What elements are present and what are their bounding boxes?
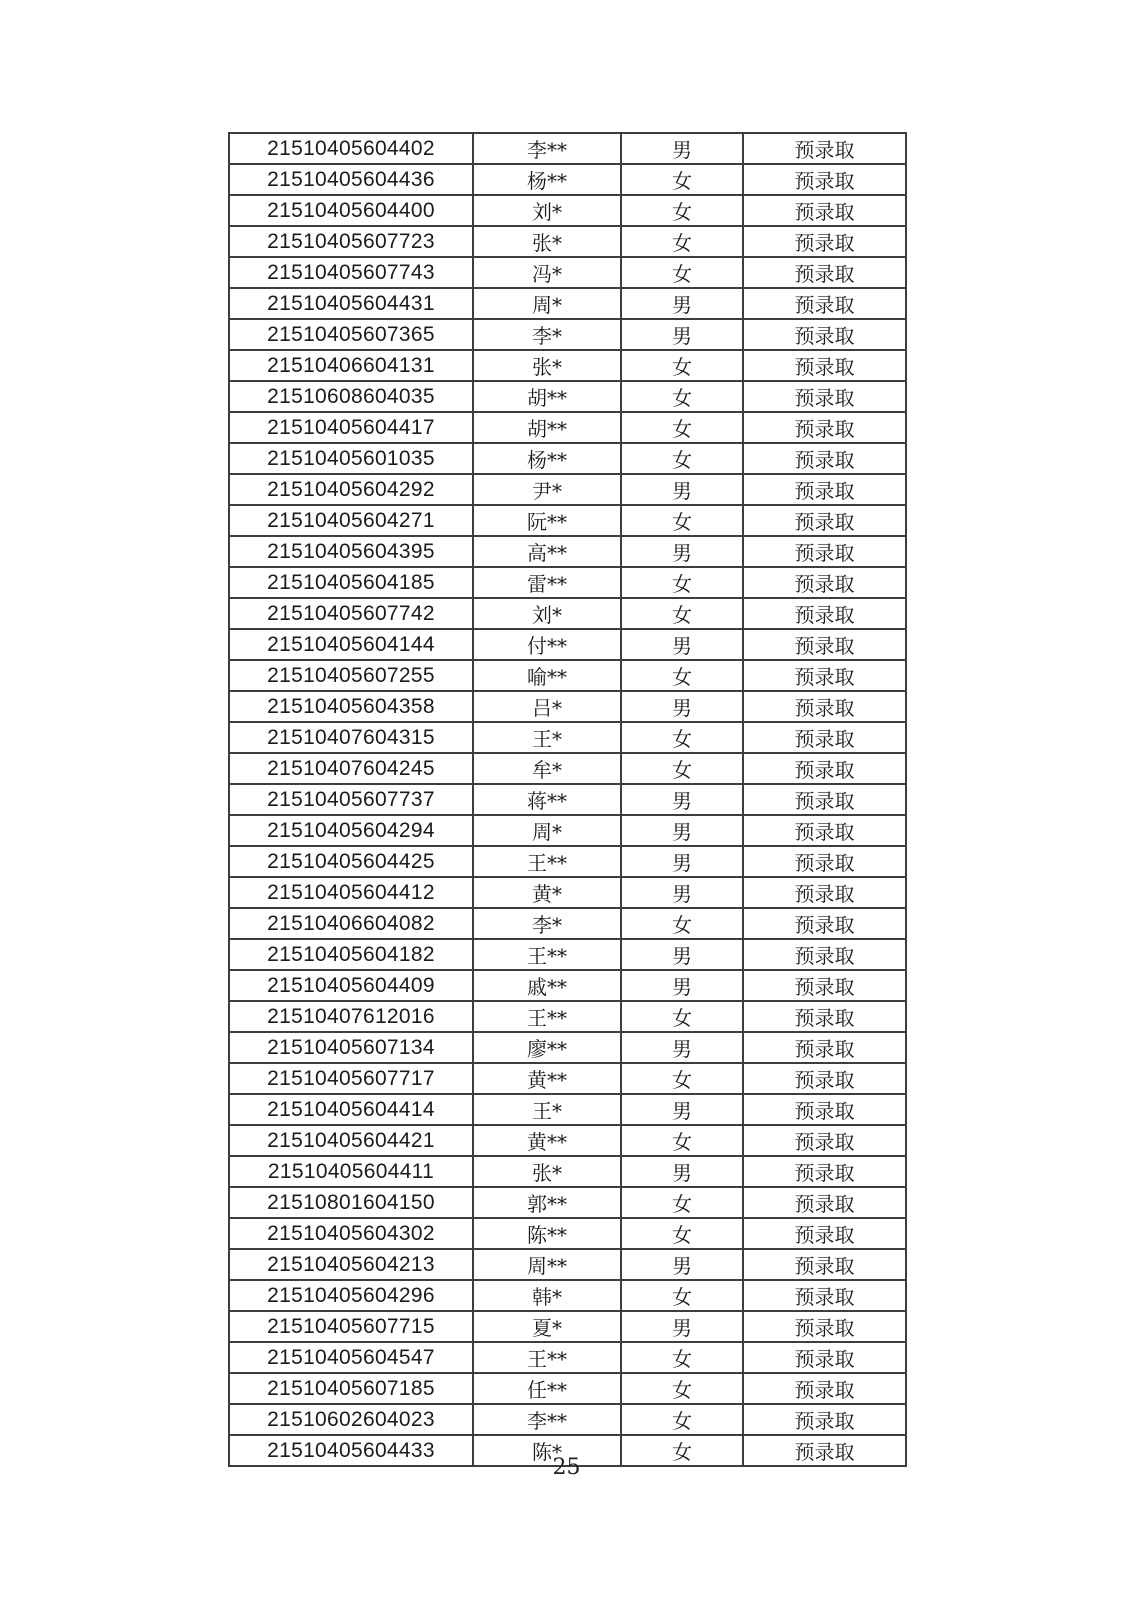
status-cell: 预录取 — [743, 629, 906, 660]
table-row — [229, 350, 906, 381]
status-cell: 预录取 — [743, 1311, 906, 1342]
status-cell: 预录取 — [743, 1342, 906, 1373]
status-cell: 预录取 — [743, 195, 906, 226]
exam-id-cell: 21510405604296 — [229, 1280, 473, 1311]
exam-id-cell: 21510407612016 — [229, 1001, 473, 1032]
exam-id-cell: 21510405604436 — [229, 164, 473, 195]
status-cell: 预录取 — [743, 908, 906, 939]
table-row — [229, 846, 906, 877]
name-cell: 任** — [473, 1373, 621, 1404]
name-cell: 陈** — [473, 1218, 621, 1249]
status-cell: 预录取 — [743, 877, 906, 908]
gender-cell: 女 — [621, 598, 743, 629]
exam-id-cell: 21510405604412 — [229, 877, 473, 908]
gender-cell: 女 — [621, 412, 743, 443]
status-cell: 预录取 — [743, 226, 906, 257]
exam-id-cell: 21510405607743 — [229, 257, 473, 288]
status-cell: 预录取 — [743, 412, 906, 443]
table-row — [229, 133, 906, 164]
exam-id-cell: 21510405604185 — [229, 567, 473, 598]
name-cell: 张* — [473, 1156, 621, 1187]
name-cell: 夏* — [473, 1311, 621, 1342]
gender-cell: 女 — [621, 1404, 743, 1435]
exam-id-cell: 21510406604082 — [229, 908, 473, 939]
gender-cell: 男 — [621, 319, 743, 350]
table-row — [229, 1156, 906, 1187]
name-cell: 刘* — [473, 195, 621, 226]
gender-cell: 男 — [621, 1156, 743, 1187]
status-cell: 预录取 — [743, 381, 906, 412]
exam-id-cell: 21510405604431 — [229, 288, 473, 319]
name-cell: 李** — [473, 1404, 621, 1435]
gender-cell: 男 — [621, 877, 743, 908]
status-cell: 预录取 — [743, 1094, 906, 1125]
table-row — [229, 412, 906, 443]
status-cell: 预录取 — [743, 319, 906, 350]
name-cell: 陈* — [473, 1435, 621, 1466]
name-cell: 黄** — [473, 1125, 621, 1156]
exam-id-cell: 21510405604302 — [229, 1218, 473, 1249]
exam-id-cell: 21510405604417 — [229, 412, 473, 443]
table-row — [229, 1094, 906, 1125]
exam-id-cell: 21510405607185 — [229, 1373, 473, 1404]
status-cell: 预录取 — [743, 1156, 906, 1187]
status-cell: 预录取 — [743, 784, 906, 815]
exam-id-cell: 21510405604294 — [229, 815, 473, 846]
gender-cell: 男 — [621, 1249, 743, 1280]
table-row — [229, 1125, 906, 1156]
exam-id-cell: 21510405604400 — [229, 195, 473, 226]
gender-cell: 女 — [621, 195, 743, 226]
gender-cell: 男 — [621, 939, 743, 970]
gender-cell: 女 — [621, 1187, 743, 1218]
table-row — [229, 226, 906, 257]
gender-cell: 女 — [621, 350, 743, 381]
exam-id-cell: 21510405607255 — [229, 660, 473, 691]
table-row — [229, 1280, 906, 1311]
gender-cell: 女 — [621, 753, 743, 784]
status-cell: 预录取 — [743, 1032, 906, 1063]
exam-id-cell: 21510405604409 — [229, 970, 473, 1001]
gender-cell: 女 — [621, 257, 743, 288]
table-row — [229, 257, 906, 288]
exam-id-cell: 21510405604433 — [229, 1435, 473, 1466]
exam-id-cell: 21510405604421 — [229, 1125, 473, 1156]
table-row — [229, 1311, 906, 1342]
status-cell: 预录取 — [743, 1063, 906, 1094]
table-row — [229, 1063, 906, 1094]
name-cell: 王** — [473, 939, 621, 970]
gender-cell: 女 — [621, 505, 743, 536]
name-cell: 李** — [473, 133, 621, 164]
exam-id-cell: 21510405607723 — [229, 226, 473, 257]
exam-id-cell: 21510405604547 — [229, 1342, 473, 1373]
gender-cell: 女 — [621, 381, 743, 412]
exam-id-cell: 21510407604315 — [229, 722, 473, 753]
gender-cell: 男 — [621, 1311, 743, 1342]
gender-cell: 女 — [621, 1218, 743, 1249]
gender-cell: 男 — [621, 474, 743, 505]
name-cell: 喻** — [473, 660, 621, 691]
table-row — [229, 1001, 906, 1032]
gender-cell: 女 — [621, 660, 743, 691]
exam-id-cell: 21510405607715 — [229, 1311, 473, 1342]
status-cell: 预录取 — [743, 505, 906, 536]
exam-id-cell: 21510407604245 — [229, 753, 473, 784]
name-cell: 王** — [473, 1342, 621, 1373]
status-cell: 预录取 — [743, 1187, 906, 1218]
gender-cell: 女 — [621, 1342, 743, 1373]
admission-roster-body — [229, 133, 906, 1466]
status-cell: 预录取 — [743, 753, 906, 784]
table-row — [229, 443, 906, 474]
name-cell: 付** — [473, 629, 621, 660]
status-cell: 预录取 — [743, 567, 906, 598]
gender-cell: 男 — [621, 970, 743, 1001]
status-cell: 预录取 — [743, 939, 906, 970]
gender-cell: 男 — [621, 288, 743, 319]
status-cell: 预录取 — [743, 1280, 906, 1311]
exam-id-cell: 21510405604144 — [229, 629, 473, 660]
name-cell: 戚** — [473, 970, 621, 1001]
exam-id-cell: 21510405607717 — [229, 1063, 473, 1094]
name-cell: 周* — [473, 815, 621, 846]
gender-cell: 女 — [621, 1280, 743, 1311]
gender-cell: 男 — [621, 815, 743, 846]
table-row — [229, 567, 906, 598]
name-cell: 刘* — [473, 598, 621, 629]
status-cell: 预录取 — [743, 1249, 906, 1280]
table-row — [229, 536, 906, 567]
status-cell: 预录取 — [743, 1435, 906, 1466]
exam-id-cell: 21510405607737 — [229, 784, 473, 815]
name-cell: 张* — [473, 226, 621, 257]
gender-cell: 女 — [621, 722, 743, 753]
table-row — [229, 908, 906, 939]
gender-cell: 女 — [621, 226, 743, 257]
exam-id-cell: 21510406604131 — [229, 350, 473, 381]
table-row — [229, 970, 906, 1001]
exam-id-cell: 21510405607742 — [229, 598, 473, 629]
table-row — [229, 815, 906, 846]
gender-cell: 女 — [621, 443, 743, 474]
table-row — [229, 598, 906, 629]
name-cell: 蒋** — [473, 784, 621, 815]
name-cell: 周* — [473, 288, 621, 319]
admission-roster-table — [228, 132, 907, 1467]
gender-cell: 男 — [621, 1094, 743, 1125]
status-cell: 预录取 — [743, 1001, 906, 1032]
table-row — [229, 784, 906, 815]
name-cell: 周** — [473, 1249, 621, 1280]
status-cell: 预录取 — [743, 443, 906, 474]
status-cell: 预录取 — [743, 691, 906, 722]
name-cell: 冯* — [473, 257, 621, 288]
table-row — [229, 1373, 906, 1404]
table-row — [229, 505, 906, 536]
status-cell: 预录取 — [743, 350, 906, 381]
name-cell: 黄** — [473, 1063, 621, 1094]
exam-id-cell: 21510405601035 — [229, 443, 473, 474]
exam-id-cell: 21510405604395 — [229, 536, 473, 567]
exam-id-cell: 21510405604411 — [229, 1156, 473, 1187]
name-cell: 王* — [473, 722, 621, 753]
table-row — [229, 753, 906, 784]
status-cell: 预录取 — [743, 1125, 906, 1156]
gender-cell: 男 — [621, 691, 743, 722]
table-row — [229, 1032, 906, 1063]
name-cell: 杨** — [473, 164, 621, 195]
table-row — [229, 1187, 906, 1218]
name-cell: 韩* — [473, 1280, 621, 1311]
name-cell: 雷** — [473, 567, 621, 598]
exam-id-cell: 21510405604182 — [229, 939, 473, 970]
name-cell: 郭** — [473, 1187, 621, 1218]
name-cell: 胡** — [473, 381, 621, 412]
status-cell: 预录取 — [743, 1373, 906, 1404]
name-cell: 王** — [473, 1001, 621, 1032]
gender-cell: 女 — [621, 908, 743, 939]
name-cell: 黄* — [473, 877, 621, 908]
table-row — [229, 288, 906, 319]
name-cell: 李* — [473, 908, 621, 939]
status-cell: 预录取 — [743, 970, 906, 1001]
gender-cell: 男 — [621, 536, 743, 567]
exam-id-cell: 21510602604023 — [229, 1404, 473, 1435]
status-cell: 预录取 — [743, 257, 906, 288]
status-cell: 预录取 — [743, 598, 906, 629]
status-cell: 预录取 — [743, 474, 906, 505]
status-cell: 预录取 — [743, 133, 906, 164]
exam-id-cell: 21510405604358 — [229, 691, 473, 722]
table-row — [229, 195, 906, 226]
name-cell: 王** — [473, 846, 621, 877]
gender-cell: 女 — [621, 1373, 743, 1404]
table-row — [229, 319, 906, 350]
table-row — [229, 1218, 906, 1249]
exam-id-cell: 21510405604213 — [229, 1249, 473, 1280]
gender-cell: 女 — [621, 1125, 743, 1156]
gender-cell: 女 — [621, 1435, 743, 1466]
table-row — [229, 474, 906, 505]
status-cell: 预录取 — [743, 536, 906, 567]
exam-id-cell: 21510405604414 — [229, 1094, 473, 1125]
gender-cell: 男 — [621, 1032, 743, 1063]
gender-cell: 女 — [621, 1063, 743, 1094]
exam-id-cell: 21510405607134 — [229, 1032, 473, 1063]
name-cell: 阮** — [473, 505, 621, 536]
gender-cell: 男 — [621, 629, 743, 660]
table-row — [229, 164, 906, 195]
name-cell: 杨** — [473, 443, 621, 474]
status-cell: 预录取 — [743, 722, 906, 753]
status-cell: 预录取 — [743, 164, 906, 195]
gender-cell: 女 — [621, 567, 743, 598]
table-row — [229, 1249, 906, 1280]
status-cell: 预录取 — [743, 288, 906, 319]
table-row — [229, 381, 906, 412]
exam-id-cell: 21510405604402 — [229, 133, 473, 164]
name-cell: 廖** — [473, 1032, 621, 1063]
table-row — [229, 1342, 906, 1373]
name-cell: 高** — [473, 536, 621, 567]
exam-id-cell: 21510608604035 — [229, 381, 473, 412]
table-row — [229, 660, 906, 691]
exam-id-cell: 21510405604425 — [229, 846, 473, 877]
status-cell: 预录取 — [743, 1218, 906, 1249]
gender-cell: 男 — [621, 846, 743, 877]
name-cell: 吕* — [473, 691, 621, 722]
status-cell: 预录取 — [743, 1404, 906, 1435]
gender-cell: 男 — [621, 133, 743, 164]
table-row — [229, 722, 906, 753]
exam-id-cell: 21510405607365 — [229, 319, 473, 350]
gender-cell: 男 — [621, 784, 743, 815]
gender-cell: 女 — [621, 164, 743, 195]
table-row — [229, 877, 906, 908]
name-cell: 张* — [473, 350, 621, 381]
table-row — [229, 691, 906, 722]
name-cell: 王* — [473, 1094, 621, 1125]
exam-id-cell: 21510405604271 — [229, 505, 473, 536]
exam-id-cell: 21510801604150 — [229, 1187, 473, 1218]
table-row — [229, 939, 906, 970]
gender-cell: 女 — [621, 1001, 743, 1032]
name-cell: 胡** — [473, 412, 621, 443]
table-row — [229, 1404, 906, 1435]
status-cell: 预录取 — [743, 815, 906, 846]
page-number: 25 — [552, 1455, 581, 1480]
name-cell: 尹* — [473, 474, 621, 505]
exam-id-cell: 21510405604292 — [229, 474, 473, 505]
status-cell: 预录取 — [743, 660, 906, 691]
table-row — [229, 629, 906, 660]
status-cell: 预录取 — [743, 846, 906, 877]
name-cell: 李* — [473, 319, 621, 350]
name-cell: 牟* — [473, 753, 621, 784]
